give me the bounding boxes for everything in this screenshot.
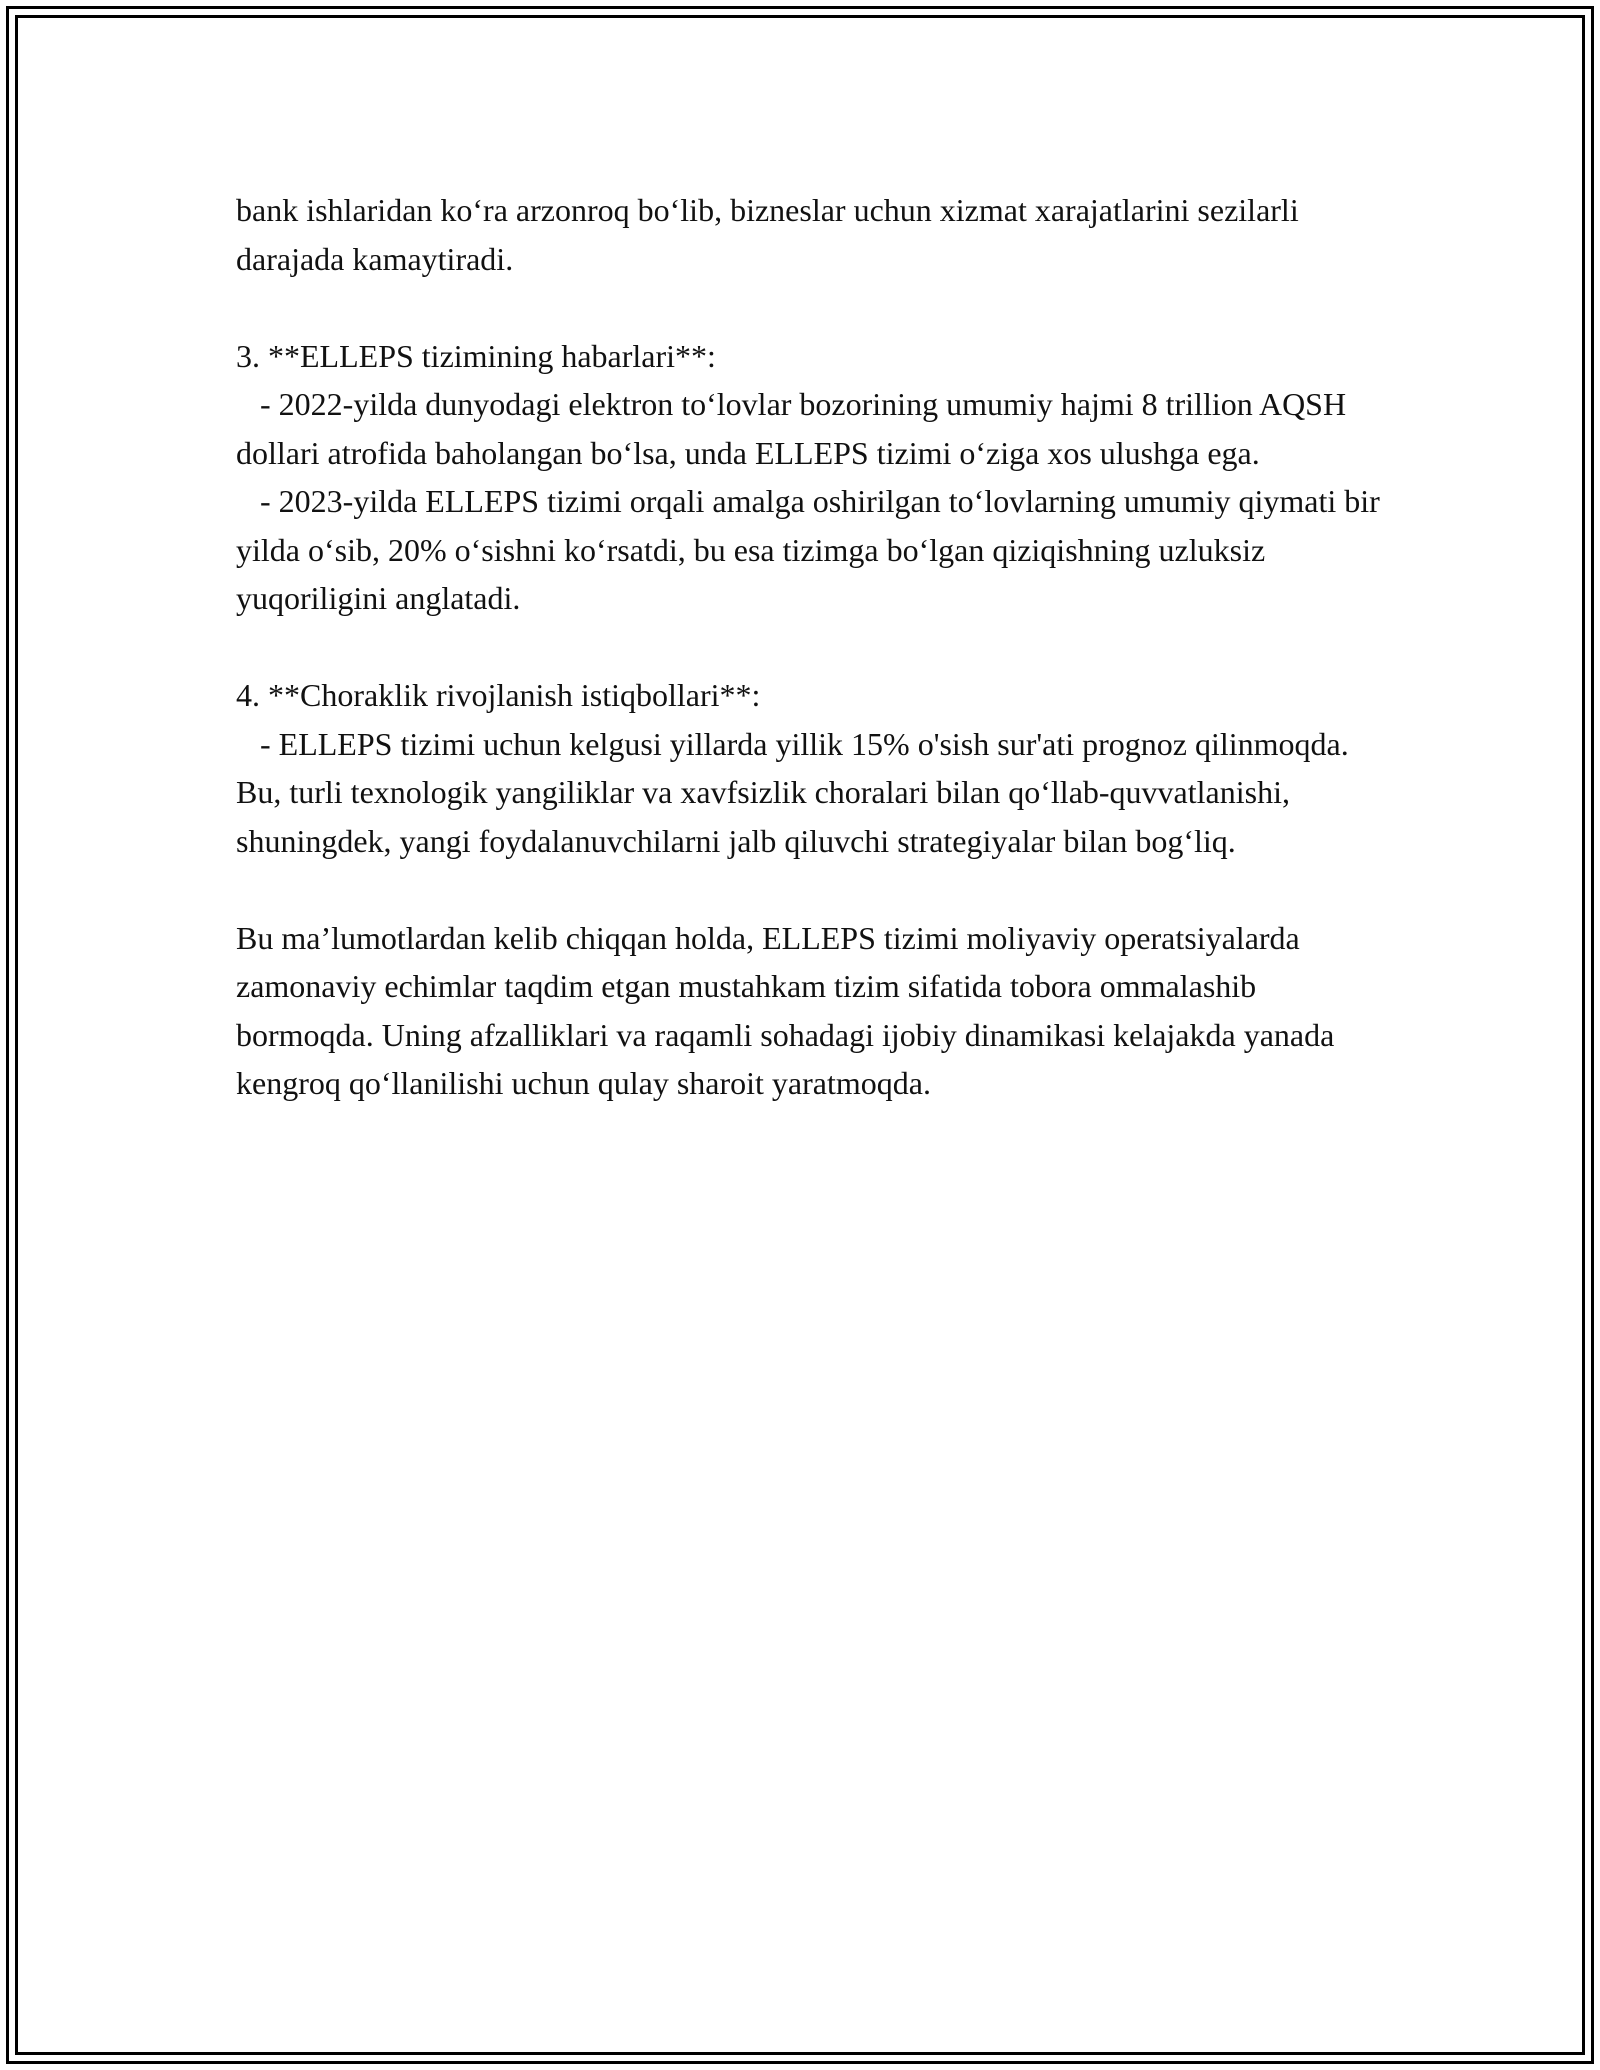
intro-paragraph: bank ishlaridan ko‘ra arzonroq bo‘lib, bizneslar uchun xizmat xarajatlarini sezilarli darajada kamaytiradi. [236, 192, 1307, 277]
paragraph-gap [236, 865, 1386, 914]
section-4-heading: 4. **Choraklik rivojlanish istiqbollari**: [236, 677, 761, 713]
paragraph-gap [236, 623, 1386, 672]
section-4-item-1: - ELLEPS tizimi uchun kelgusi yillarda yillik 15% o'sish sur'ati prognoz qilinmoqda. Bu, turli texnologik yangiliklar va xavfsizlik choralari bilan qo‘llab-quvvatlanishi, shuningdek, yangi foydalanuvchilarni jalb qiluvchi strategiyalar bilan bog‘liq. [236, 725, 1357, 859]
conclusion-paragraph: Bu ma’lumotlardan kelib chiqqan holda, ELLEPS tizimi moliyaviy operatsiyalarda zamonaviy echimlar taqdim etgan mustahkam tizim sifatida tobora ommalashib bormoqda. Uning afzalliklari va raqamli sohadagi ijobiy dinamikasi kelajakda yanada kengroq qo‘llanilishi uchun qulay sharoit yaratmoqda. [236, 919, 1343, 1101]
section-3-heading: 3. **ELLEPS tizimining habarlari**: [236, 337, 716, 374]
section-3-item-1: - 2022-yilda dunyodagi elektron to‘lovlar bozorining umumiy hajmi 8 trillion AQSH dollari atrofida baholangan bo‘lsa, unda ELLEPS tizimi o‘ziga xos ulushga ega. [236, 386, 1355, 471]
document-body [236, 186, 1386, 1108]
section-3-item-2: - 2023-yilda ELLEPS tizimi orqali amalga oshirilgan to‘lovlarning umumiy qiymati bir yilda o‘sib, 20% o‘sishni ko‘rsatdi, bu esa tizimga bo‘lgan qiziqishning uzluksiz yuqoriligini anglatadi. [236, 483, 1388, 616]
paragraph-gap [236, 283, 1386, 332]
